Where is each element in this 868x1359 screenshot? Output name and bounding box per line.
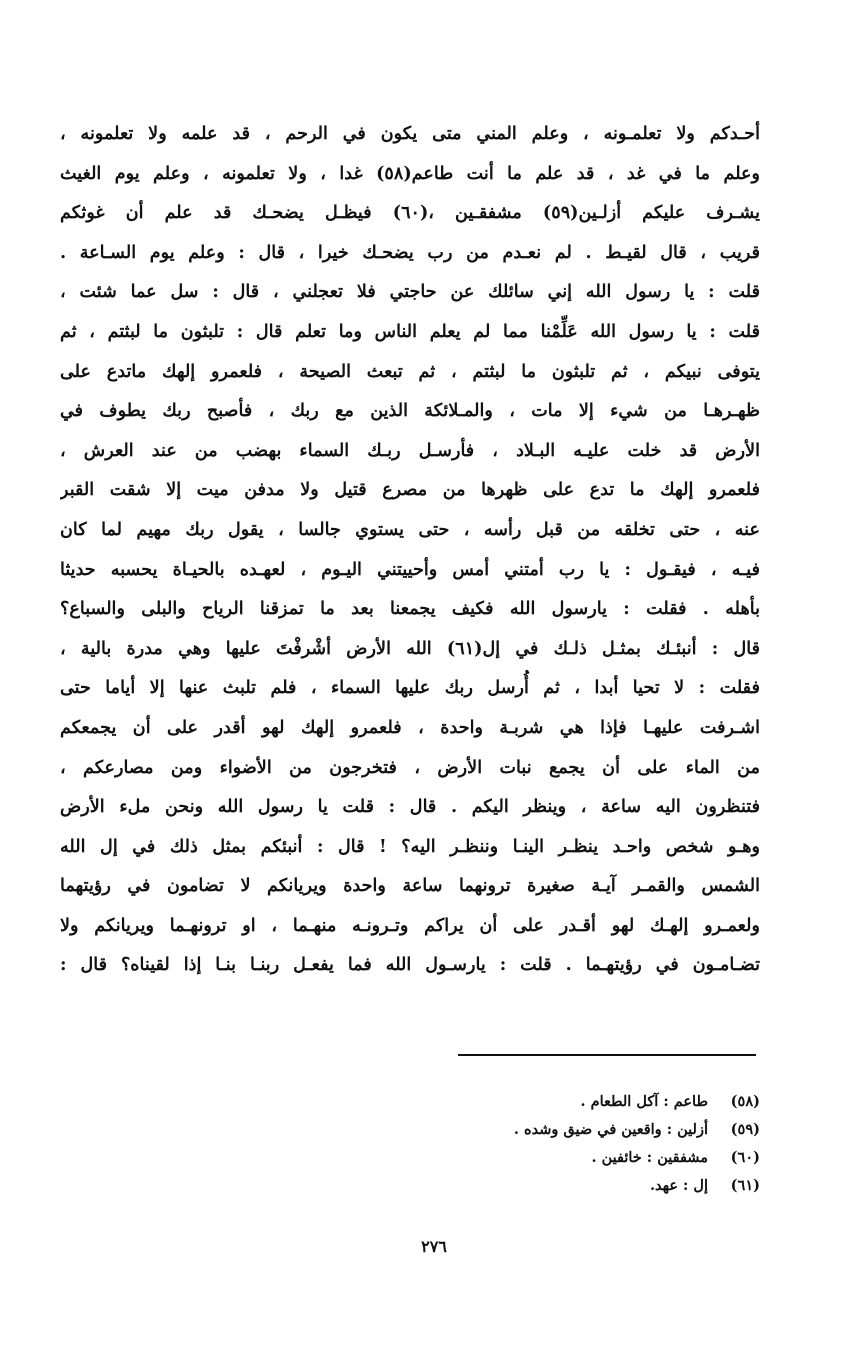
footnote-item — [514, 1144, 760, 1172]
text-line: ولعمـرو إلهـك لهو أقـدر على أن يراكم وتـرونـه منهـما ، او ترونهـما ويريانكم ولا — [60, 914, 760, 936]
text-line: قال : أنبئـك بمثـل ذلـك في إل(٦١) الله الأرض أشْرفْتَ عليها وهي مدرة بالية ، — [60, 637, 760, 659]
text-line: تضـامـون في رؤيتهـما . قلت : يارسـول الله فما يفعـل ربنـا بنـا إذا لقيناه؟ قال : — [60, 954, 760, 976]
main-text — [60, 114, 760, 985]
footnote-text: طاعم : آكل الطعام . — [580, 1093, 708, 1110]
text-line: ظهـرهـا من شيء إلا مات ، والمـلائكة الذين مع ربك ، فأصبح ربك يطوف في — [60, 400, 760, 422]
text-line: اشـرفت عليهـا فإذا هي شربـة واحدة ، فلعمرو إلهك لهو أقدر على أن يجمعكم — [60, 716, 760, 738]
text-line: فقلت : لا تحيا أبدا ، ثم أُرسل ربك عليها السماء ، فلم تلبث عنها إلا أياما حتى — [60, 677, 760, 699]
footnotes — [514, 1088, 760, 1200]
text-line: يتوفى نبيكم ، ثم تلبثون ما لبثتم ، ثم تبعث الصيحة ، فلعمرو إلهك ماتدع على — [60, 360, 760, 382]
footnote-item — [514, 1088, 760, 1116]
footnote-number: (٥٩) — [730, 1121, 760, 1138]
text-line: عنه ، حتى تخلقه من قبل رأسه ، حتى يستوي جالسا ، يقول ربك مهيم لما كان — [60, 518, 760, 540]
footnote-number: (٥٨) — [730, 1093, 760, 1110]
text-line: وعلم ما في غد ، قد علم ما أنت طاعم(٥٨) غدا ، ولا تعلمونه ، وعلم يوم الغيث — [60, 162, 760, 184]
text-line: الشمس والقمـر آيـة صغيرة ترونهما ساعة واحدة ويريانكم لا تضامون في رؤيتهما — [60, 875, 760, 897]
text-line: قلت : يا رسول الله إني سائلك عن حاجتي فلا تعجلني ، قال : سل عما شئت ، — [60, 281, 760, 303]
text-line: فيـه ، فيقـول : يا رب أمتني أمس وأحييتني اليـوم ، لعهـده بالحيـاة يحسبه حديثا — [60, 558, 760, 580]
text-line: فتنظرون اليه ساعة ، وينظر اليكم . قال : قلت يا رسول الله ونحن ملء الأرض — [60, 796, 760, 818]
footnote-text: إل : عهد. — [649, 1177, 708, 1194]
text-line: أحـدكم ولا تعلمـونه ، وعلم المني متى يكون في الرحم ، قد علمه ولا تعلمونه ، — [60, 123, 760, 144]
footnote-item — [514, 1116, 760, 1144]
text-line: يشـرف عليكم أزلـين(٥٩) مشفقـين ،(٦٠) فيظـل يضحـك قد علم أن غوثكم — [60, 202, 760, 224]
footnote-item — [514, 1172, 760, 1200]
text-line: بأهله . فقلت : يارسول الله فكيف يجمعنا بعد ما تمزقنا الرياح والبلى والسباع؟ — [60, 598, 760, 620]
footnote-number: (٦١) — [730, 1177, 760, 1194]
text-line: قلت : يا رسول الله عَلِّمْنا مما لم يعلم الناس وما تعلم قال : تلبثون ما لبثتم ، ثم — [60, 320, 760, 342]
text-line: وهـو شخص واحـد ينظـر الينـا وننظـر اليه؟ ! قال : أنبئكم بمثل ذلك في إل الله — [60, 835, 760, 857]
footnote-divider — [458, 1054, 756, 1056]
footnote-number: (٦٠) — [730, 1149, 760, 1166]
text-line: الأرض قد خلت عليـه البـلاد ، فأرسـل ربـك السماء بهضب من عند العرش ، — [60, 439, 760, 461]
text-line: فلعمرو إلهك ما تدع على ظهرها من مصرع قتيل ولا مدفن ميت إلا شقت القبر — [60, 479, 760, 501]
text-line: قريب ، قال لقيـط . لم نعـدم من رب يضحـك خيرا ، قال : وعلم يوم السـاعة . — [60, 241, 760, 263]
footnote-text: أزلين : واقعين في ضيق وشده . — [513, 1121, 708, 1138]
footnote-text: مشفقين : خائفين . — [591, 1149, 708, 1166]
text-line: من الماء على أن يجمع نبات الأرض ، فتخرجون من الأضواء ومن مصارعكم ، — [60, 756, 760, 778]
page-number: ٢٧٦ — [421, 1237, 447, 1256]
